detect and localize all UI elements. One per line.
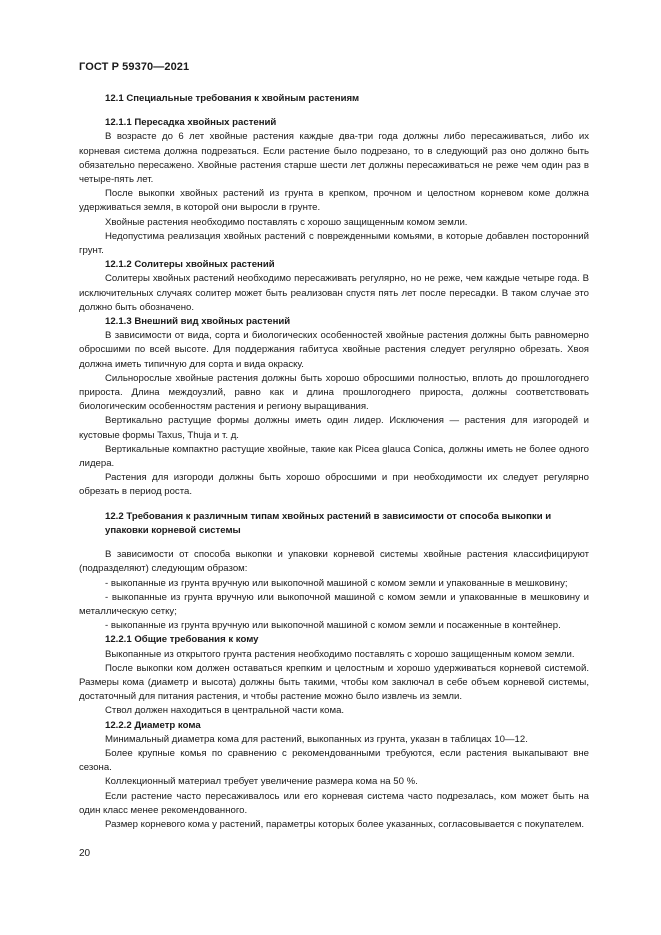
paragraph: Коллекционный материал требует увеличение размера кома на 50 %. xyxy=(105,776,418,788)
list-item: - выкопанные из грунта вручную или выкопочной машиной с комом земли и упакованные в мешковину; xyxy=(105,577,568,589)
paragraph: Размер корневого кома у растений, параметры которых более указанных, согласовывается с покупателем. xyxy=(105,818,585,830)
paragraph: Если растение часто пересаживалось или его корневая система часто подрезалась, ком может быть на один класс менее рекомендованного. xyxy=(79,790,589,816)
paragraph: В зависимости от вида, сорта и биологических особенностей хвойные растения должны быть равномерно обросшими по всей высоте. Для поддержания габитуса хвойные растения следует регулярно обрезать. Хвоя должна иметь типичную для сорта и вида окраску. xyxy=(79,330,589,370)
section-12-2-1-heading: 12.2.1 Общие требования к кому xyxy=(105,634,259,646)
section-12-1-2-heading: 12.1.2 Солитеры хвойных растений xyxy=(105,259,275,271)
page-number: 20 xyxy=(79,848,91,859)
section-12-1-3-heading: 12.1.3 Внешний вид хвойных растений xyxy=(105,316,291,328)
paragraph: Сильнорослые хвойные растения должны быть хорошо обросшими полностью, вплоть до прошлогоднего прироста. Длина междоузлий, равно как и длина прошлогоднего прироста, должны соответствовать биологическим особенностям растения и региону выращивания. xyxy=(79,372,589,413)
paragraph: В зависимости от способа выкопки и упаковки корневой системы хвойные растения классифицируют (подразделяют) следующим образом: xyxy=(79,549,589,575)
paragraph: В возрасте до 6 лет хвойные растения каждые два-три года должны либо пересаживаться, либо их корневая система должна подрезаться. Если растение было подрезано, то в следующий раз оно должно быть обязательно пересажено. Хвойные растения старше шести лет должны пересаживаться не реже чем один раз в четыре-пять лет. xyxy=(79,131,589,186)
paragraph: Хвойные растения необходимо поставлять с хорошо защищенным комом земли. xyxy=(105,216,468,228)
paragraph: После выкопки хвойных растений из грунта в крепком, прочном и целостном корневом коме должна удерживаться земля, в которой они выросли в грунте. xyxy=(79,188,589,214)
paragraph: Недопустима реализация хвойных растений с поврежденными комьями, в которые добавлен посторонний грунт. xyxy=(79,230,589,257)
document-body xyxy=(79,92,589,832)
paragraph: Солитеры хвойных растений необходимо пересаживать регулярно, но не реже, чем каждые четыре года. В исключительных случаях солитер может быть реализован спустя пять лет после пересадки. В таком случае это должно быть обозначено. xyxy=(79,273,589,313)
paragraph: Более крупные комья по сравнению с рекомендованными требуются, если растения выкапывают вне сезона. xyxy=(79,747,589,774)
paragraph: Ствол должен находиться в центральной части кома. xyxy=(105,705,345,717)
list-item: - выкопанные из грунта вручную или выкопочной машиной с комом земли и упакованные в мешковину и металлическую сетку; xyxy=(79,591,589,617)
paragraph: Вертикально растущие формы должны иметь один лидер. Исключения — растения для изгородей и кустовые формы Taxus, Thuja и т. д. xyxy=(79,415,589,441)
paragraph: Минимальный диаметра кома для растений, выкопанных из грунта, указан в таблицах 10—12. xyxy=(105,733,528,745)
paragraph: После выкопки ком должен оставаться крепким и целостным и хорошо удерживаться корневой системой. Размеры кома (диаметр и высота) должны быть такими, чтобы ком заключал в себе объем корневой системы, достаточный для питания растения, и чтобы растение можно было извлечь из земли. xyxy=(79,662,589,703)
paragraph: Выкопанные из открытого грунта растения необходимо поставлять с хорошо защищенным комом земли. xyxy=(105,648,575,660)
paragraph: Растения для изгороди должны быть хорошо обросшими и при необходимости их следует регулярно обрезать в период роста. xyxy=(79,472,589,498)
section-12-1-heading: 12.1 Специальные требования к хвойным растениям xyxy=(105,93,360,104)
document-standard-id: ГОСТ Р 59370—2021 xyxy=(79,61,190,73)
section-12-2-heading: 12.2 Требования к различным типам хвойных растений в зависимости от способа выкопки и упаковки корневой системы xyxy=(105,510,552,536)
list-item: - выкопанные из грунта вручную или выкопочной машиной с комом земли и посаженные в контейнер. xyxy=(105,620,561,632)
section-12-2-2-heading: 12.2.2 Диаметр кома xyxy=(105,719,201,731)
section-12-1-1-heading: 12.1.1 Пересадка хвойных растений xyxy=(105,117,277,129)
paragraph: Вертикальные компактно растущие хвойные, такие как Picea glauca Conica, должны иметь не более одного лидера. xyxy=(79,443,589,470)
